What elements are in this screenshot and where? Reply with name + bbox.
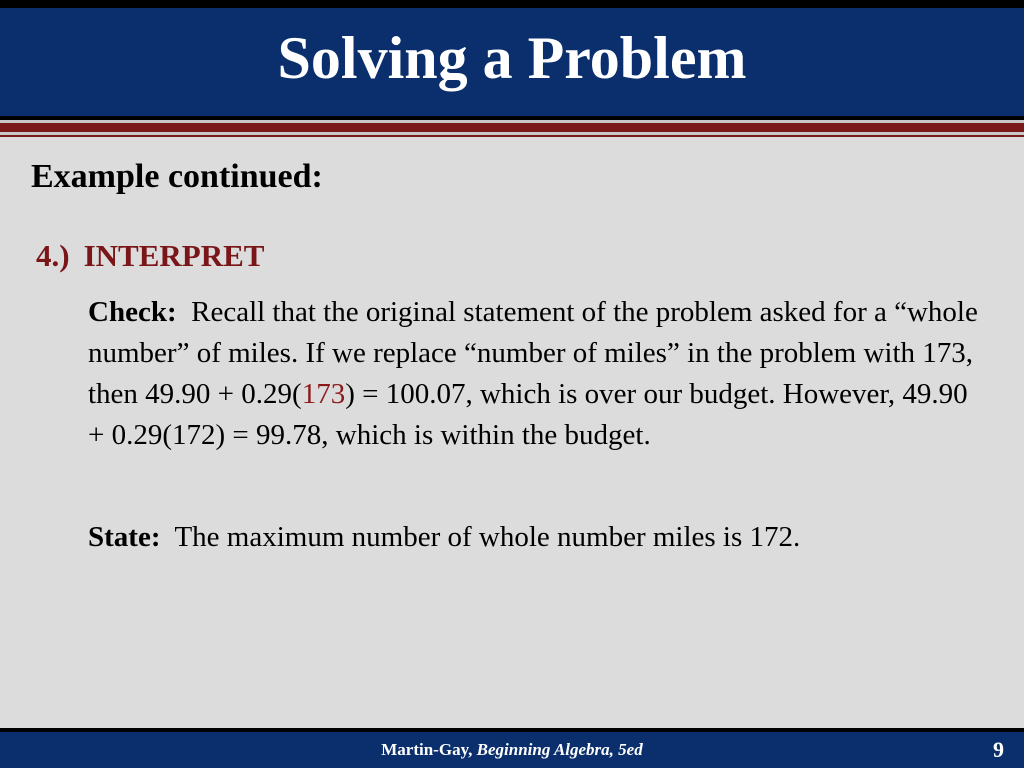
footer-book-title: Beginning Algebra, 5ed xyxy=(476,740,643,759)
title-bar xyxy=(0,8,1024,116)
page-number: 9 xyxy=(993,737,1004,762)
footer-author: Martin-Gay, xyxy=(381,740,473,759)
divider-stripe xyxy=(0,123,1024,132)
check-paragraph xyxy=(88,292,988,456)
check-label: Check: xyxy=(88,296,177,328)
step-number: 4.) xyxy=(36,238,70,273)
top-border xyxy=(0,0,1024,8)
slide-title: Solving a Problem xyxy=(277,25,747,91)
state-paragraph xyxy=(88,517,988,558)
state-text: The maximum number of whole number miles is 172. xyxy=(174,521,801,553)
step-label: INTERPRET xyxy=(83,238,265,273)
step-heading xyxy=(36,238,264,274)
state-label: State: xyxy=(88,521,161,553)
check-text-2: ) = 100.07, which is over our budget. However, 49.90 + 0.29(172) = 99.78, which is within the budget. xyxy=(88,378,968,451)
check-highlight-value: 173 xyxy=(301,378,346,410)
section-heading: Example continued: xyxy=(31,158,323,195)
footer-citation xyxy=(0,732,1024,768)
check-text-1: Recall that the original statement of the problem asked for a “whole number” of miles. If we replace “number of miles” in the problem with 173, then 49.90 + 0.29( xyxy=(88,296,978,410)
divider-stripe xyxy=(0,135,1024,137)
